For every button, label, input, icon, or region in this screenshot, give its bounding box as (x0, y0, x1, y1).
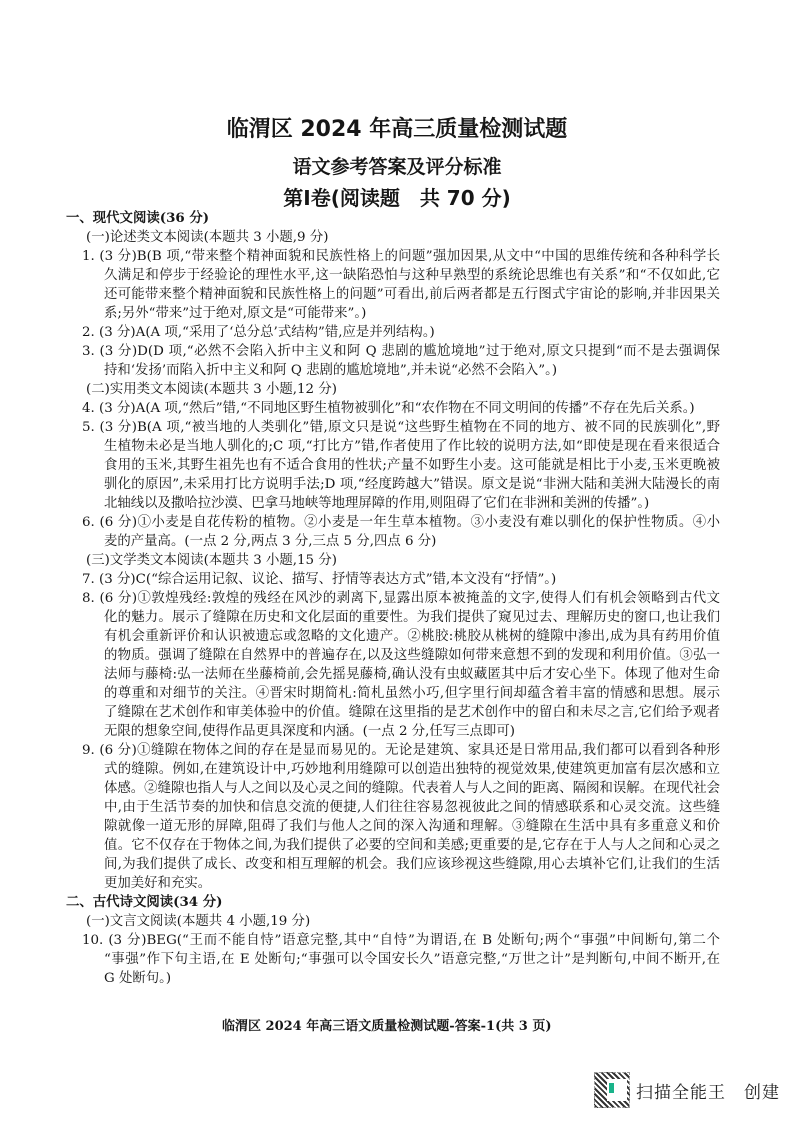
text-line: 4. (3 分)A(A 项,“然后”错,“不同地区野生植物被驯化”和“农作物在不同文明间的传播”不存在先后关系。) (82, 401, 695, 416)
text-line: 10. (3 分)BEG(“王而不能自恃”语意完整,其中“自恃”为谓语,在 B 处断句;两个“事强”中间断句,第二个 (82, 933, 720, 948)
text-line: 9. (6 分)①缝隙在物体之间的存在是显而易见的。无论是建筑、家具还是日常用品,我们都可以看到各种形 (82, 743, 720, 758)
text-line: 的尊重和对细节的关注。④晋宋时期简札:简札虽然小巧,但字里行间却蕴含着丰富的情感和思想。展示 (104, 686, 720, 701)
text-line: 3. (3 分)D(D 项,“必然不会陷入折中主义和阿 Q 悲剧的尴尬境地”过于绝对,原文只提到“而不是去强调保 (82, 344, 720, 359)
text-line: (一)论述类文本阅读(本题共 3 小题,9 分) (86, 230, 329, 245)
text-line: 的物质。强调了缝隙在自然界中的普遍存在,以及这些缝隙如何带来意想不到的发现和利用价值。③弘一 (104, 648, 720, 663)
subsection-heading (0, 380, 794, 399)
answer-item (0, 513, 794, 551)
text-line: 二、古代诗文阅读(34 分) (66, 894, 223, 910)
text-line: “事强”作下句主语,在 E 处断句;“事强可以令国安长久”语意完整,“万世之计”是判断句,中间不断开,在 (104, 952, 720, 967)
text-line: 无限的想象空间,使得作品更具深度和内涵。(一点 2 分,任写三点即可) (104, 724, 515, 739)
text-line: 有机会重新评价和认识被遗忘或忽略的文化遗产。②桃胶:桃胶从桃树的缝隙中渗出,成为具有药用价值 (104, 629, 720, 644)
text-line: (一)文言文阅读(本题共 4 小题,19 分) (86, 914, 311, 929)
answer-item (0, 323, 794, 342)
answer-item (0, 342, 794, 380)
text-line: 法师与藤椅:弘一法师在坐藤椅前,会先摇晃藤椅,确认没有虫蚁藏匿其中后才安心坐下。体现了他对生命 (104, 667, 720, 682)
text-line: G 处断句。) (104, 971, 172, 986)
text-line: 麦的产量高。(一点 2 分,两点 3 分,三点 5 分,四点 6 分) (104, 534, 437, 549)
text-line: (三)文学类文本阅读(本题共 3 小题,15 分) (86, 553, 337, 568)
text-line: 值。它不仅存在于物体之间,为我们提供了必要的空间和美感;更重要的是,它存在于人与人之间和心灵之 (104, 838, 720, 853)
text-line: 一、现代文阅读(36 分) (66, 210, 210, 226)
text-line: 驯化的原因”,未采用打比方说明手法;D 项,“经度跨越大”错误。原文是说“非洲大陆和美洲大陆漫长的南 (104, 477, 720, 492)
text-line: (二)实用类文本阅读(本题共 3 小题,12 分) (86, 382, 337, 397)
answer-item (0, 399, 794, 418)
text-line: 体感。②缝隙也指人与人之间以及心灵之间的缝隙。代表着人与人之间的距离、隔阂和误解。在现代社会 (104, 781, 720, 796)
text-line: 2. (3 分)A(A 项,“采用了‘总分总’式结构”错,应是并列结构。) (82, 325, 435, 340)
answer-item (0, 247, 794, 323)
answer-content (0, 209, 794, 988)
volume-heading: 第Ⅰ卷(阅读题 共 70 分) (283, 186, 511, 210)
subsection-heading (0, 551, 794, 570)
text-line: 隙就像一道无形的屏障,阻碍了我们与他人之间的深入沟通和理解。③缝隙在生活中具有多重意义和价 (104, 819, 720, 834)
text-line: 久满足和停步于经验论的理性水平,这一缺陷恐怕与这种早熟型的系统论思维也有关系”和“不仅如此,它 (104, 268, 720, 283)
answer-item (0, 931, 794, 988)
page-footer: 临渭区 2024 年高三语文质量检测试题-答案-1(共 3 页) (222, 1019, 552, 1034)
answer-item (0, 418, 794, 513)
text-line: 生植物未必是当地人驯化的;C 项,“打比方”错,作者使用了作比较的说明方法,如“即使是现在看来很适合 (104, 439, 720, 454)
answer-item (0, 741, 794, 893)
subsection-heading (0, 228, 794, 247)
subsection-heading (0, 912, 794, 931)
text-line: 系;另外“带来”过于绝对,原文是“可能带来”。) (104, 306, 367, 321)
text-line: 1. (3 分)B(B 项,“带来整个精神面貌和民族性格上的问题”强加因果,从文中“中国的思维传统和各种科学长 (82, 249, 720, 264)
scanner-watermark (594, 1072, 780, 1108)
text-line: 北轴线以及撒哈拉沙漠、巴拿马地峡等地理屏障的作用,则阻碍了它们在非洲和美洲的传播”。) (104, 496, 650, 511)
text-line: 更加美好和充实。 (104, 876, 212, 891)
section-heading (0, 893, 794, 912)
text-line: 了缝隙在艺术创作和审美体验中的价值。缝隙在这里指的是艺术创作中的留白和未尽之言,它们给予观者 (104, 705, 720, 720)
text-line: 持和‘发扬’而陷入折中主义和阿 Q 悲剧的尴尬境地”,并未说“必然不会陷入”。) (104, 363, 558, 378)
text-line: 8. (6 分)①敦煌残经:敦煌的残经在风沙的剥离下,显露出原本被掩盖的文字,使得人们有机会领略到古代文 (82, 591, 720, 606)
text-line: 7. (3 分)C(“综合运用记叙、议论、描写、抒情等表达方式”错,本文没有“抒情”。) (82, 572, 557, 587)
document-subtitle: 语文参考答案及评分标准 (292, 156, 502, 178)
text-line: 食用的玉米,其野生祖先也有不适合食用的性状;产量不如野生小麦。这可能就是相比于小麦,玉米更晚被 (104, 458, 720, 473)
qr-code-icon (594, 1072, 630, 1108)
watermark-text: 扫描全能王 创建 (636, 1082, 780, 1103)
text-line: 化的魅力。展示了缝隙在历史和文化层面的重要性。为我们提供了窥见过去、理解历史的窗口,也让我们 (104, 610, 720, 625)
text-line: 6. (6 分)①小麦是自花传粉的植物。②小麦是一年生草本植物。③小麦没有难以驯化的保护性物质。④小 (82, 515, 720, 530)
document-title: 临渭区 2024 年高三质量检测试题 (226, 117, 568, 142)
answer-item (0, 570, 794, 589)
answer-item (0, 589, 794, 741)
text-line: 5. (3 分)B(A 项,“被当地的人类驯化”错,原文只是说“这些野生植物在不同的地方、被不同的民族驯化”,野 (82, 420, 720, 435)
text-line: 还可能带来整个精神面貌和民族性格上的问题”可看出,前后两者都是五行图式宇宙论的影响,并非因果关 (104, 287, 720, 302)
section-heading (0, 209, 794, 228)
text-line: 中,由于生活节奏的加快和信息交流的便捷,人们往往容易忽视彼此之间的情感联系和心灵交流。这些缝 (104, 800, 720, 815)
text-line: 式的缝隙。例如,在建筑设计中,巧妙地利用缝隙可以创造出独特的视觉效果,使建筑更加富有层次感和立 (104, 762, 720, 777)
text-line: 间,为我们提供了成长、改变和相互理解的机会。我们应该珍视这些缝隙,用心去填补它们,让我们的生活 (104, 857, 720, 872)
